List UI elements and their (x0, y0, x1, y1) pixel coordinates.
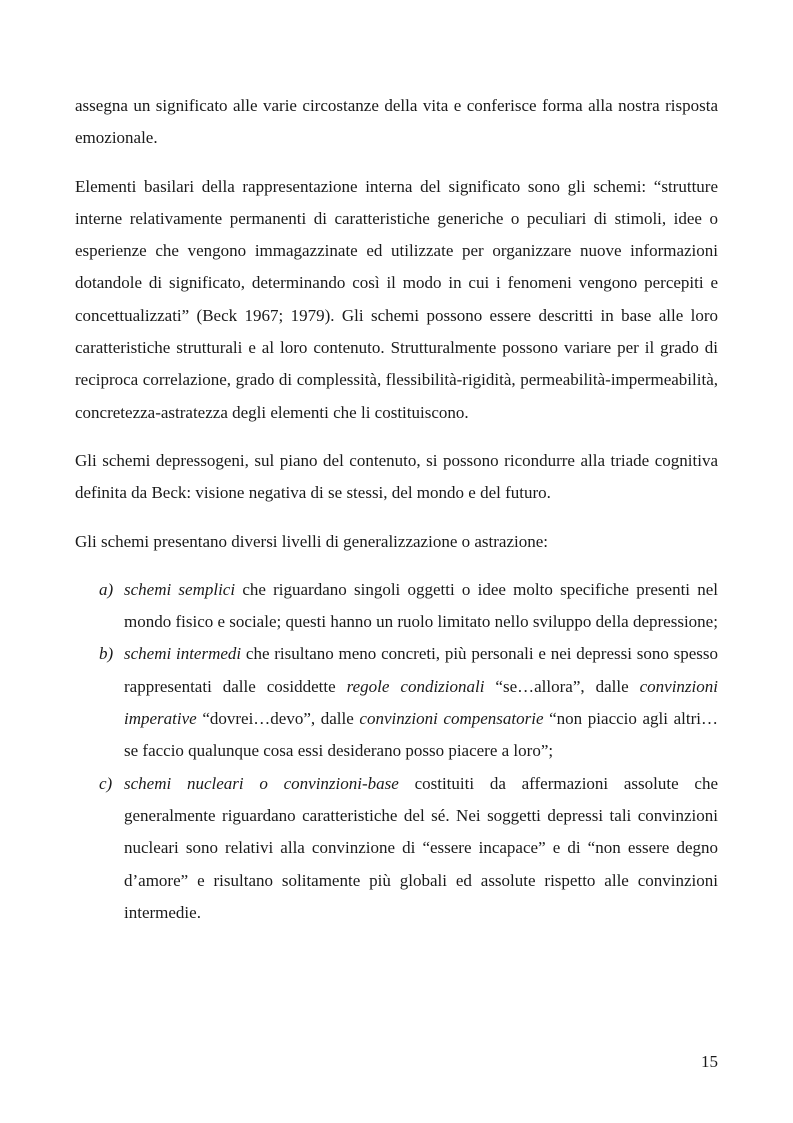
page-number: 15 (701, 1052, 718, 1071)
paragraph-4: Gli schemi presentano diversi livelli di generalizzazione o astrazione: (75, 531, 548, 551)
list-item-c (75, 768, 718, 929)
list-text: costituiti da affermazioni assolute che generalmente riguardano caratteristiche del sé. Nei soggetti depressi tali convinzioni nucleari sono relativi alla convinzione di “essere incapace” e di “non essere degno d’amore” e risultano solitamente più globali ed assolute rispetto alle convinzioni intermedie. (124, 773, 718, 922)
schema-levels-list (75, 574, 718, 929)
list-item-b (75, 638, 718, 767)
paragraph-2: Elementi basilari della rappresentazione interna del significato sono gli schemi: “strutture interne relativamente permanenti di caratteristiche generiche o peculiari di stimoli, idee o esperienze che vengono immagazzinate ed utilizzate per organizzare nuove informazioni dotandole di significato, determinando così il modo in cui i fenomeni vengono percepiti e concettualizzati” (Beck 1967; 1979). Gli schemi possono essere descritti in base alle loro caratteristiche strutturali e al loro contenuto. Strutturalmente possono variare per il grado di reciproca correlazione, grado di complessità, flessibilità-rigidità, permeabilità-impermeabilità, concretezza-astratezza degli elementi che li costituiscono. (75, 176, 718, 422)
list-term: schemi nucleari o convinzioni-base (124, 773, 399, 793)
paragraph-3: Gli schemi depressogeni, sul piano del contenuto, si possono ricondurre alla triade cognitiva definita da Beck: visione negativa di se stessi, del mondo e del futuro. (75, 450, 718, 503)
list-text: che riguardano singoli oggetti o idee molto specifiche presenti nel mondo fisico e sociale; questi hanno un ruolo limitato nello sviluppo della depressione; (124, 579, 719, 632)
list-marker: a) (99, 579, 114, 599)
list-text: “se…allora”, dalle (484, 676, 640, 696)
emphasis-text: convinzioni compensatorie (359, 709, 544, 729)
list-text: “non piaccio agli altri…se faccio qualunque cosa essi desiderano posso piacere a loro”; (124, 709, 718, 761)
list-marker: b) (99, 644, 114, 664)
emphasis-text: convinzioni imperative (124, 676, 718, 729)
list-text: che risultano meno concreti, più personali e nei depressi sono spesso rappresentati dalle cosiddette (124, 644, 719, 696)
document-body (75, 90, 718, 929)
list-item-a (75, 574, 718, 639)
list-text: “dovrei…devo”, dalle (196, 709, 360, 729)
emphasis-text: regole condizionali (346, 676, 485, 696)
list-term: schemi semplici (124, 579, 236, 599)
list-marker: c) (99, 773, 113, 793)
list-term: schemi intermedi (124, 644, 242, 664)
paragraph-1: assegna un significato alle varie circostanze della vita e conferisce forma alla nostra risposta emozionale. (75, 96, 718, 148)
